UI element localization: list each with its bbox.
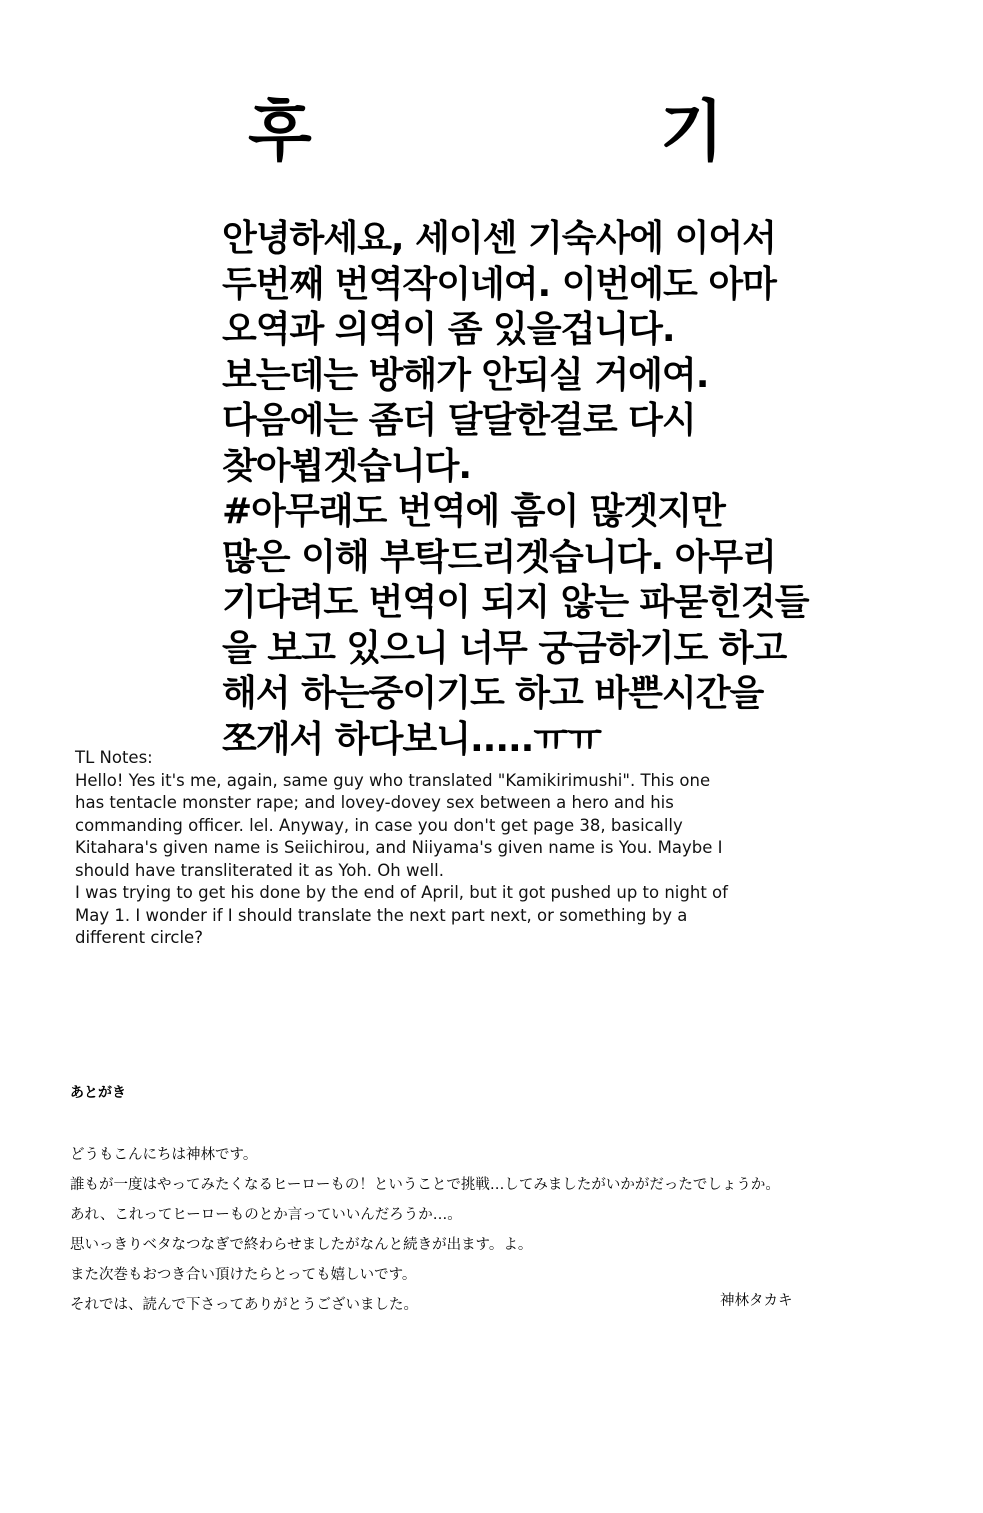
korean-line: 해서 하는중이기도 하고 바쁜시간을: [222, 673, 764, 714]
korean-line: 안녕하세요, 세이센 기숙사에 이어서: [222, 218, 776, 259]
tl-notes-line: commanding officer. lel. Anyway, in case you don't get page 38, basically: [75, 815, 683, 835]
korean-line: 을 보고 있으니 너무 궁금하기도 하고: [222, 627, 787, 669]
tl-notes-line: May 1. I wonder if I should translate the next part next, or something by a: [75, 905, 688, 925]
korean-heading-gi: 기: [660, 93, 724, 170]
korean-line: #아무래도 번역에 흠이 많겟지만: [222, 491, 725, 532]
tl-notes-line: Hello! Yes it's me, again, same guy who translated "Kamikirimushi". This one: [75, 770, 711, 790]
tl-notes-title: TL Notes:: [75, 748, 153, 767]
tl-notes-line: Kitahara's given name is Seiichirou, and Niiyama's given name is You. Maybe I: [75, 838, 723, 857]
japanese-line: また次巻もおつき合い頂けたらとっても嬉しいです。: [70, 1267, 417, 1283]
korean-heading-hu: 후: [248, 93, 312, 170]
korean-line: 찾아뵙겟습니다.: [222, 445, 472, 487]
tl-notes-line: should have transliterated it as Yoh. Oh well.: [75, 860, 445, 880]
korean-afterword-text: [222, 216, 842, 762]
japanese-afterword-text: [70, 1140, 930, 1320]
korean-line: 쪼개서 하다보니.....ㅠㅠ: [222, 718, 601, 760]
japanese-line: 誰もが一度はやってみたくなるヒーローもの！ということで挑戦…してみましたがいかがだったでしょうか。: [70, 1177, 780, 1193]
tl-notes-line: has tentacle monster rape; and lovey-dovey sex between a hero and his: [75, 793, 674, 812]
japanese-line: あれ、これってヒーローものとか言っていいんだろうか…。: [70, 1207, 462, 1223]
korean-line: 기다려도 번역이 되지 않는 파묻힌것들: [222, 582, 809, 623]
tl-notes-line: different circle?: [75, 928, 203, 947]
korean-line: 두번째 번역작이네여. 이번에도 아마: [222, 263, 776, 305]
korean-line: 다음에는 좀더 달달한걸로 다시: [222, 400, 696, 441]
japanese-line: それでは、読んで下さってありがとうございました。: [70, 1297, 418, 1313]
japanese-line: どうもこんにちは神林です。: [70, 1147, 258, 1163]
japanese-afterword-title: あとがき: [70, 1085, 126, 1101]
japanese-line: 思いっきりベタなつなぎで終わらせましたがなんと続きが出ます。よ。: [70, 1237, 533, 1253]
korean-line: 오역과 의역이 좀 있을겁니다.: [222, 309, 675, 350]
tl-notes: [75, 747, 835, 950]
korean-line: 보는데는 방해가 안되실 거에여.: [222, 354, 709, 396]
author-signature: 神林タカキ: [720, 1293, 793, 1309]
korean-line: 많은 이해 부탁드리겟습니다. 아무리: [222, 536, 776, 578]
tl-notes-line: I was trying to get his done by the end of April, but it got pushed up to night of: [75, 883, 728, 902]
